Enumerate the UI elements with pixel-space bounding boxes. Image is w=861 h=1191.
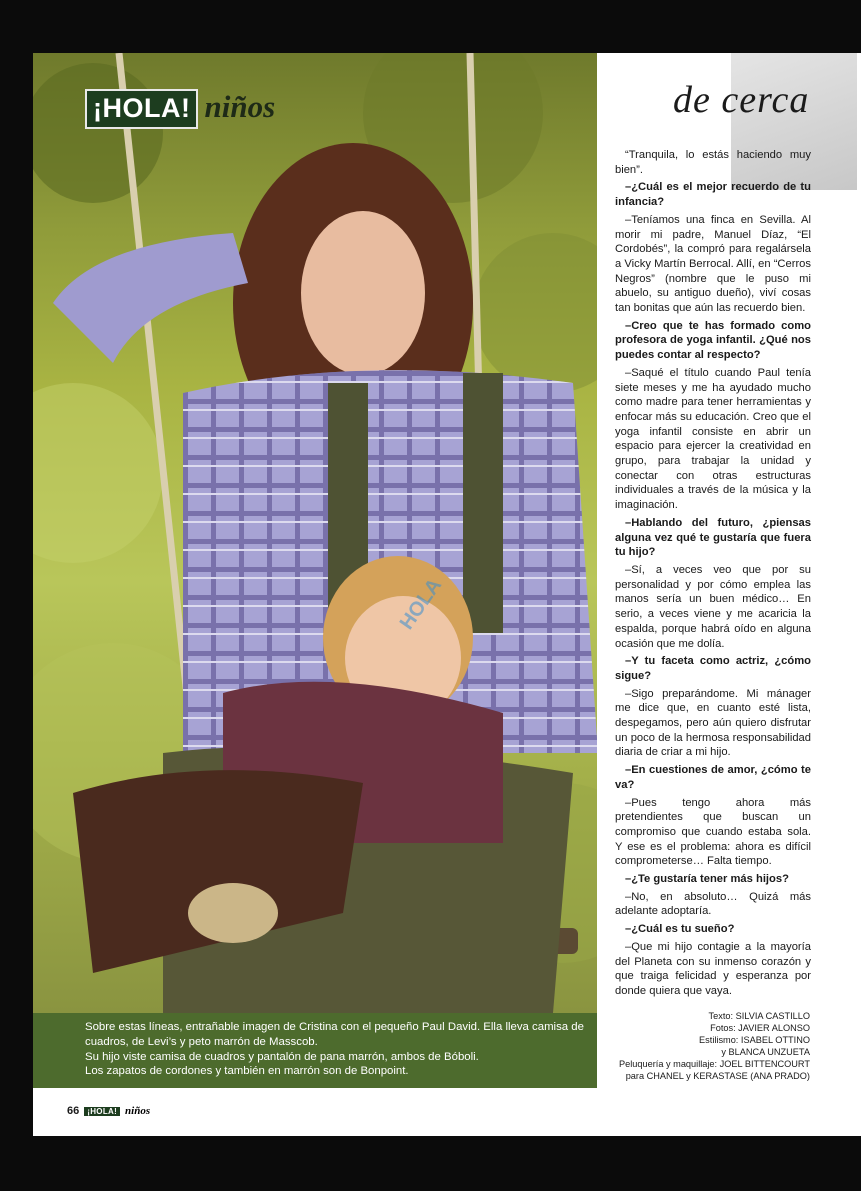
answer-paragraph: –No, en absoluto… Quizá más adelante adoptaría.	[615, 890, 811, 918]
credit-line: para CHANEL y KERASTASE (ANA PRADO)	[625, 1071, 810, 1082]
question-paragraph: –Y tu faceta como actriz, ¿cómo sigue?	[615, 655, 811, 682]
credit-line: Fotos: JAVIER ALONSO	[710, 1023, 810, 1034]
caption-line: Sobre estas líneas, entrañable imagen de Cristina con el pequeño Paul David. Ella lleva camisa de cuadros, de Levi’s y peto marrón de Masscob.	[85, 1021, 584, 1048]
section-title: de cerca	[673, 79, 810, 121]
answer-paragraph: –Pues tengo ahora más pretendientes que buscan un compromiso que cuando estaba sola. Y ese es el problema: ahora es difícil comprometerse… Falta tiempo.	[615, 796, 811, 868]
page-footer	[67, 1105, 150, 1117]
ninos-logo-text: niños	[204, 89, 276, 124]
caption-line: Su hijo viste camisa de cuadros y pantalón de pana marrón, ambos de Bóboli.	[85, 1050, 479, 1063]
photo-watermark: HOLA	[395, 574, 447, 634]
credits	[615, 1010, 810, 1083]
hola-ninos-logo	[85, 89, 275, 129]
answer-paragraph: –Saqué el título cuando Paul tenía siete meses y me ha ayudado mucho como madre para tener herramientas y enfocar más su educación. Creo que el yoga infantil consiste en abrir un espacio para ejercer la creatividad en grupo, para trabajar la unidad y conectar con otras estructuras individuales a través de la música y la imaginación.	[615, 366, 811, 512]
answer-paragraph: –Sí, a veces veo que por su personalidad y por cómo emplea las manos sería un buen médico… En serio, a veces viene y me acaricia la espalda, porque habrá oído en alguna ocasión que me dolía.	[615, 563, 811, 650]
question-paragraph: –En cuestiones de amor, ¿cómo te va?	[615, 764, 811, 791]
credit-line: Peluquería y maquillaje: JOEL BITTENCOURT	[619, 1059, 810, 1070]
magazine-page	[33, 53, 861, 1136]
answer-paragraph: –Que mi hijo contagie a la mayoría del Planeta con su inmenso corazón y que traiga felicidad y esperanza por donde quiera que vaya.	[615, 940, 811, 997]
question-paragraph: –¿Te gustaría tener más hijos?	[625, 873, 789, 886]
footer-hola-logo: ¡HOLA!	[84, 1107, 120, 1116]
photo-caption	[33, 1013, 597, 1088]
photo-illustration	[33, 53, 597, 1013]
answer-paragraph: “Tranquila, lo estás haciendo muy bien”.	[615, 149, 811, 176]
footer-ninos-text: niños	[125, 1105, 151, 1117]
question-paragraph: –Creo que te has formado como profesora de yoga infantil. ¿Qué nos puedes contar al respecto?	[615, 319, 811, 362]
cover-photo	[33, 53, 597, 1013]
credit-line: y BLANCA UNZUETA	[721, 1047, 810, 1058]
answer-paragraph: –Teníamos una finca en Sevilla. Al morir mi padre, Manuel Díaz, “El Cordobés”, la compró para regalársela a Vicky Martín Berrocal. Allí, en “Cerros Negros” (nombre que le puso mi abuelo, su antiguo dueño), viví cosas tan bonitas que aún las recuerdo bien.	[615, 213, 811, 315]
credit-line: Texto: SILVIA CASTILLO	[708, 1011, 810, 1021]
question-paragraph: –¿Cuál es el mejor recuerdo de tu infancia?	[615, 181, 811, 209]
interview-text	[615, 148, 811, 1002]
hola-logo: ¡HOLA!	[85, 89, 198, 129]
caption-line: Los zapatos de cordones y también en marrón son de Bonpoint.	[85, 1065, 409, 1078]
question-paragraph: –¿Cuál es tu sueño?	[625, 923, 735, 936]
page-number: 66	[67, 1105, 80, 1117]
credit-line: Estilismo: ISABEL OTTINO	[699, 1035, 810, 1046]
question-paragraph: –Hablando del futuro, ¿piensas alguna vez qué te gustaría que fuera tu hijo?	[615, 516, 811, 559]
answer-paragraph: –Sigo preparándome. Mi mánager me dice que, en cuanto esté lista, despegamos, pero aún quiero disfrutar un poco de la hermosa responsabilidad diaria de criar a mi hijo.	[615, 687, 811, 759]
